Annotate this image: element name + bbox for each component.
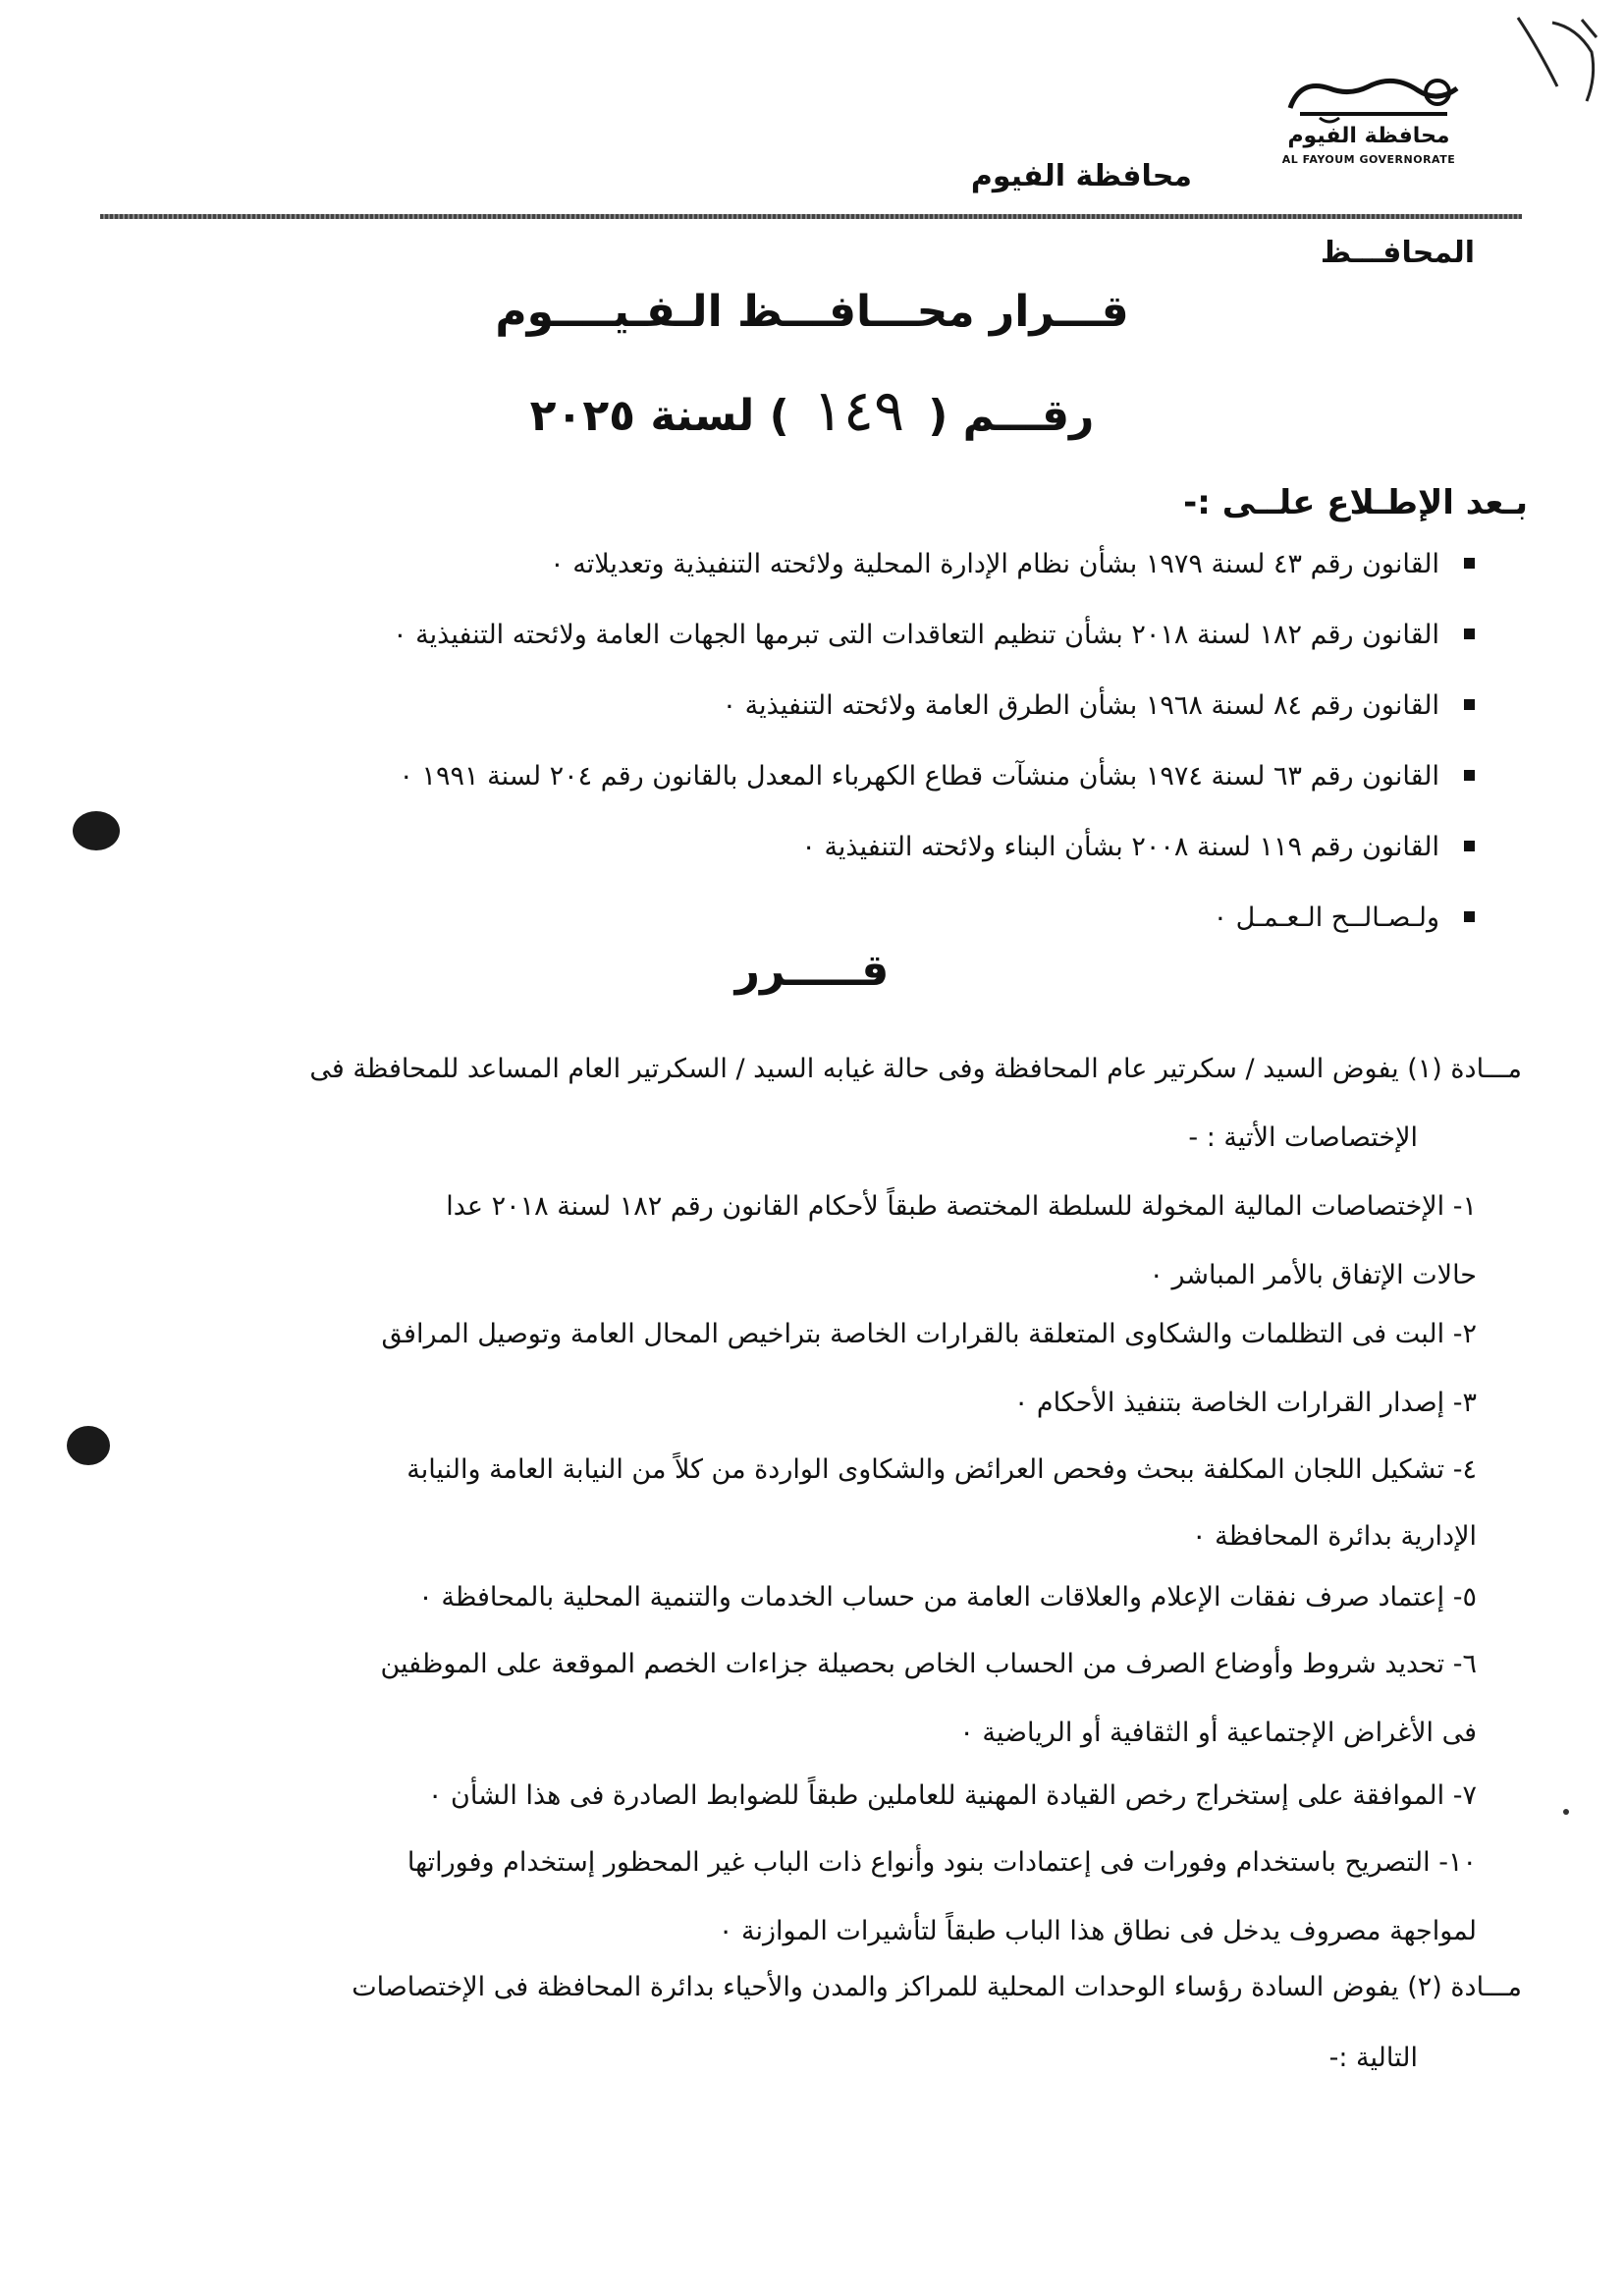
decision-number	[0, 377, 1624, 444]
law-text: ولـصـالــح الـعـمـل ٠	[1213, 902, 1439, 933]
article-item-continuation: لمواجهة مصروف يدخل فى نطاق هذا الباب طبقاً لتأشيرات الموازنة ٠	[718, 1916, 1477, 1946]
bullet-icon	[1464, 770, 1475, 781]
law-text: القانون رقم ٤٣ لسنة ١٩٧٩ بشأن نظام الإدارة المحلية ولائحته التنفيذية وتعديلاته ٠	[550, 549, 1439, 579]
bullet-icon	[1464, 911, 1475, 922]
scan-speck	[1563, 1809, 1569, 1815]
list-item	[118, 613, 1475, 683]
laws-list	[118, 542, 1475, 966]
article-1-text: مـــادة (١) يفوض السيد / سكرتير عام المحافظة وفى حالة غيابه السيد / السكرتير العام المساعد للمحافظة فى	[309, 1054, 1522, 1084]
handwritten-number: ١٤٩	[812, 377, 905, 444]
article-item: ٣- إصدار القرارات الخاصة بتنفيذ الأحكام ٠	[1013, 1388, 1477, 1418]
header-divider	[100, 214, 1522, 219]
article-item: ١٠- التصريح باستخدام وفورات فى إعتمادات بنود وأنواع ذات الباب غير المحظور إستخدام وفوراتها	[406, 1847, 1477, 1878]
handwritten-corner-mark	[1498, 8, 1616, 116]
bullet-icon	[1464, 699, 1475, 710]
decision-title: قـــرار محـــافـــظ الـفـيــــوم	[495, 287, 1129, 337]
logo-arabic-text: محافظة الفيوم	[1287, 124, 1450, 148]
bullet-icon	[1464, 629, 1475, 639]
review-heading: بـعد الإطـلاع علــى :-	[1183, 483, 1528, 522]
article-2-text: مـــادة (٢) يفوض السادة رؤساء الوحدات المحلية للمراكز والمدن والأحياء بدائرة المحافظة فى الإختصاصات	[352, 1972, 1522, 2002]
punch-hole-mark	[67, 1426, 110, 1465]
article-item-continuation: الإدارية بدائرة المحافظة ٠	[1192, 1521, 1477, 1552]
law-text: القانون رقم ٦٣ لسنة ١٩٧٤ بشأن منشآت قطاع الكهرباء المعدل بالقانون رقم ٢٠٤ لسنة ١٩٩١ ٠	[399, 761, 1439, 792]
article-item: ٢- البت فى التظلمات والشكاوى المتعلقة بالقرارات الخاصة بتراخيص المحال العامة وتوصيل المرافق	[381, 1319, 1477, 1349]
governorate-logo	[1261, 69, 1477, 167]
article-item-continuation: حالات الإتفاق بالأمر المباشر ٠	[1149, 1260, 1477, 1290]
punch-hole-mark	[73, 811, 120, 850]
bullet-icon	[1464, 558, 1475, 569]
logo-emblem-icon	[1261, 69, 1477, 128]
list-item	[118, 683, 1475, 754]
number-prefix: رقـــم (	[928, 391, 1095, 441]
article-item-continuation: فى الأغراض الإجتماعية أو الثقافية أو الرياضية ٠	[959, 1718, 1477, 1748]
law-text: القانون رقم ٨٤ لسنة ١٩٦٨ بشأن الطرق العامة ولائحته التنفيذية ٠	[722, 690, 1439, 721]
article-item: ١- الإختصاصات المالية المخولة للسلطة المختصة طبقاً لأحكام القانون رقم ١٨٢ لسنة ٢٠١٨ عدا	[446, 1191, 1477, 1222]
article-item: ٧- الموافقة على إستخراج رخص القيادة المهنية للعاملين طبقاً للضوابط الصادرة فى هذا الشأن ٠	[427, 1780, 1477, 1811]
logo-latin-text: AL FAYOUM GOVERNORATE	[1281, 153, 1456, 166]
article-2-continuation: التالية :-	[1328, 2043, 1418, 2073]
article-1-continuation: الإختصاصات الأتية : -	[1188, 1122, 1418, 1153]
list-item	[118, 754, 1475, 825]
article-item: ٦- تحديد شروط وأوضاع الصرف من الحساب الخاص بحصيلة جزاءات الخصم الموقعة على الموظفين	[380, 1649, 1477, 1679]
article-item: ٤- تشكيل اللجان المكلفة ببحث وفحص العرائض والشكاوى الواردة من كلاً من النيابة العامة والنيابة	[406, 1454, 1477, 1485]
law-text: القانون رقم ١٨٢ لسنة ٢٠١٨ بشأن تنظيم التعاقدات التى تبرمها الجهات العامة ولائحته التنفيذية ٠	[393, 620, 1439, 650]
number-suffix: ) لسنة ٢٠٢٥	[529, 391, 789, 441]
decided-heading: قـــــرر	[734, 946, 890, 996]
list-item	[118, 825, 1475, 896]
article-item: ٥- إعتماد صرف نفقات الإعلام والعلاقات العامة من حساب الخدمات والتنمية المحلية بالمحافظة ٠	[418, 1582, 1477, 1613]
law-text: القانون رقم ١١٩ لسنة ٢٠٠٨ بشأن البناء ولائحته التنفيذية ٠	[801, 832, 1439, 862]
governorate-name: محافظة الفيوم	[970, 159, 1192, 193]
list-item	[118, 542, 1475, 613]
bullet-icon	[1464, 841, 1475, 851]
office-label: المحافـــظ	[1320, 236, 1475, 270]
